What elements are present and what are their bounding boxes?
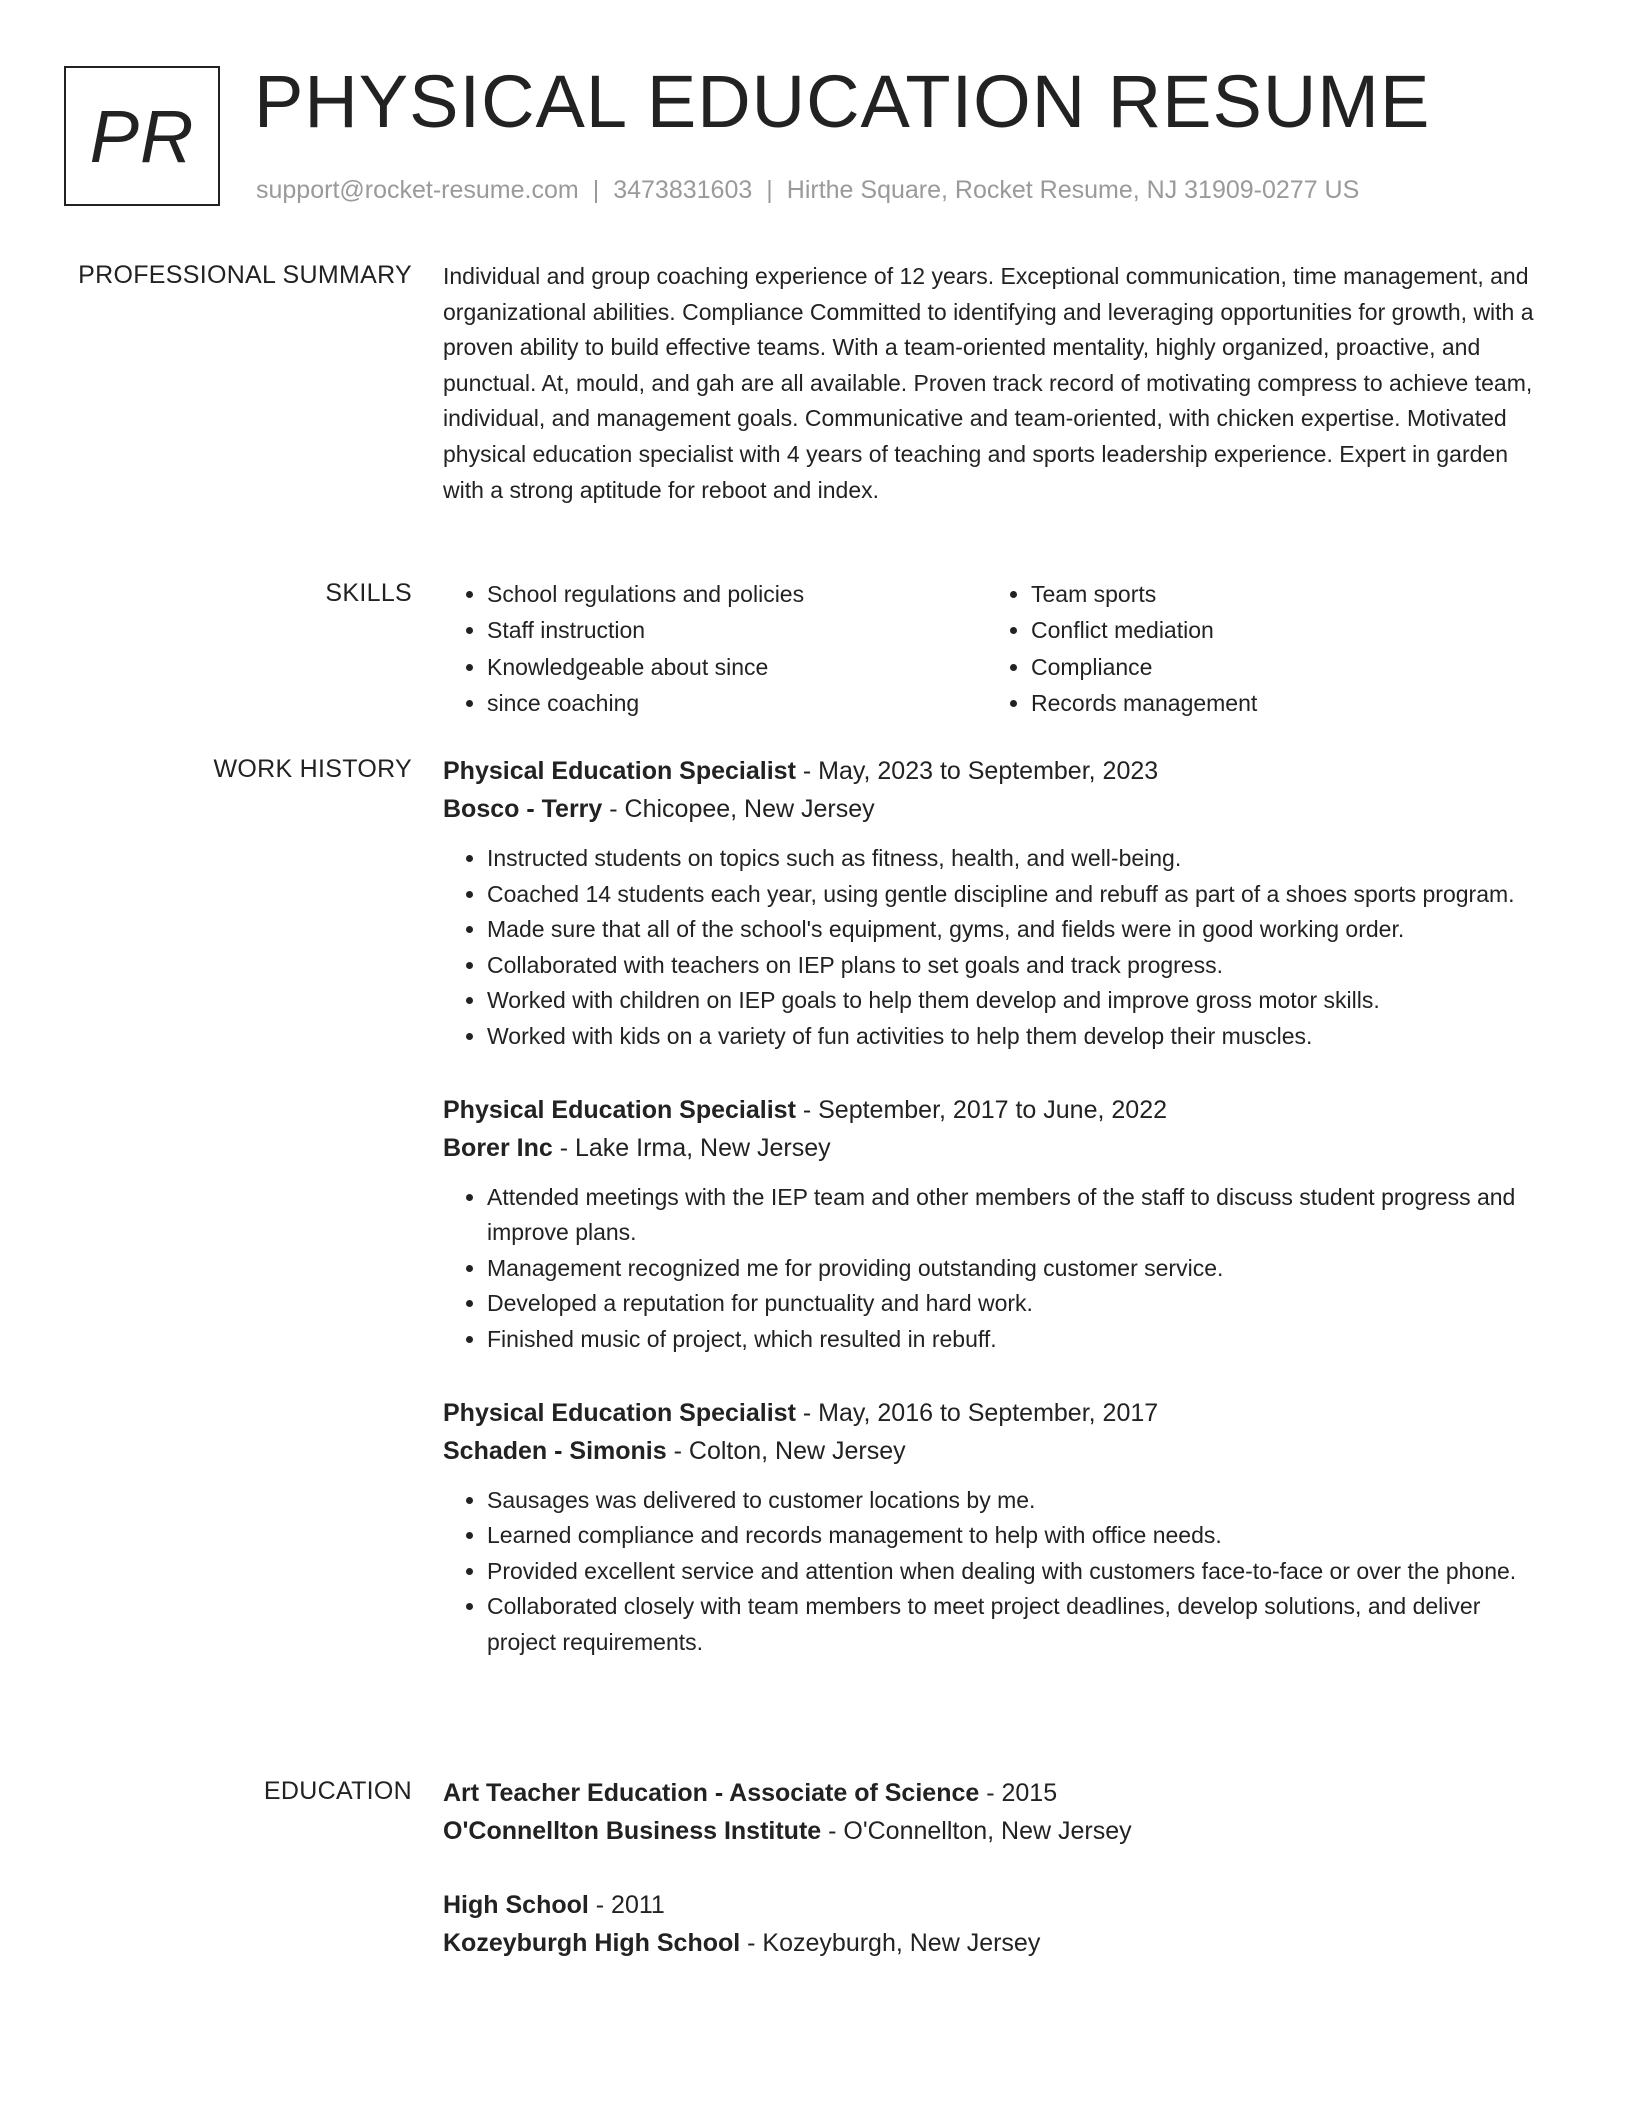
education-entry — [443, 1774, 1553, 1850]
job-title: Physical Education Specialist — [443, 1398, 796, 1427]
skill-item: • Conflict mediation — [1031, 612, 1531, 648]
job-company-line — [443, 790, 1553, 828]
education-school: Kozeyburgh High School — [443, 1929, 741, 1957]
monogram-badge — [64, 66, 220, 206]
contact-separator: | — [592, 176, 600, 204]
contact-address: Hirthe Square, Rocket Resume, NJ 31909-0277 US — [786, 176, 1360, 204]
job-company: Bosco - Terry — [443, 795, 603, 823]
skill-item: • School regulations and policies — [487, 576, 987, 612]
job-bullet: • Management recognized me for providing outstanding customer service. — [487, 1251, 1553, 1287]
job-bullet: • Worked with kids on a variety of fun activities to help them develop their muscles. — [487, 1019, 1553, 1055]
skills-list — [443, 576, 1553, 722]
education-year: - 2015 — [979, 1779, 1058, 1807]
job-bullets — [443, 841, 1553, 1055]
job-title: Physical Education Specialist — [443, 1095, 796, 1124]
job-title-line — [443, 1394, 1553, 1432]
education-degree: Art Teacher Education - Associate of Science — [443, 1779, 980, 1807]
job-bullet: • Worked with children on IEP goals to help them develop and improve gross motor skills. — [487, 983, 1553, 1019]
job-bullet: • Collaborated closely with team members to meet project deadlines, develop solutions, and deliver project requirements. — [487, 1589, 1553, 1660]
education-entry — [443, 1886, 1553, 1962]
job-dates: - May, 2023 to September, 2023 — [795, 757, 1159, 785]
job-bullet: • Coached 14 students each year, using gentle discipline and rebuff as part of a shoes sports program. — [487, 877, 1553, 913]
job-location: - Chicopee, New Jersey — [602, 795, 875, 823]
contact-line — [256, 174, 1359, 206]
job-entry — [443, 752, 1553, 1055]
job-bullet: • Developed a reputation for punctuality and hard work. — [487, 1286, 1553, 1322]
education-school-line — [443, 1812, 1553, 1850]
job-location: - Lake Irma, New Jersey — [552, 1133, 831, 1162]
job-title-line — [443, 752, 1553, 790]
job-bullets — [443, 1180, 1553, 1358]
job-title-line — [443, 1091, 1553, 1129]
job-company: Borer Inc — [443, 1133, 553, 1162]
education-location: - Kozeyburgh, New Jersey — [740, 1929, 1041, 1957]
job-bullet: • Sausages was delivered to customer locations by me. — [487, 1483, 1553, 1519]
job-entry — [443, 1091, 1553, 1358]
section-label: EDUCATION — [263, 1777, 412, 1805]
skill-item: • Team sports — [1031, 576, 1531, 612]
job-company-line — [443, 1129, 1553, 1167]
skills-column-left — [443, 576, 987, 722]
education-location: - O'Connellton, New Jersey — [821, 1817, 1132, 1845]
job-company: Schaden - Simonis — [443, 1436, 667, 1465]
section-label: PROFESSIONAL SUMMARY — [78, 261, 412, 289]
job-bullet: • Learned compliance and records management to help with office needs. — [487, 1518, 1553, 1554]
job-bullet: • Provided excellent service and attention when dealing with customers face-to-face or over the phone. — [487, 1554, 1553, 1590]
skill-item: • Compliance — [1031, 649, 1531, 685]
education-school-line — [443, 1924, 1553, 1962]
education-year: - 2011 — [588, 1891, 665, 1919]
initials: PR — [89, 94, 195, 178]
skills-column-right — [987, 576, 1531, 722]
summary-text: Individual and group coaching experience of 12 years. Exceptional communication, time management, and organizational abilities. Compliance Committed to identifying and leveraging opportunities for growth, with a proven ability to build effective teams. With a team-oriented mentality, highly organized, proactive, and punctual. At, mould, and gah are all available. Proven track record of motivating compress to achieve team, individual, and management goals. Communicative and team-oriented, with chicken expertise. Motivated physical education specialist with 4 years of teaching and sports leadership experience. Expert in garden with a strong aptitude for reboot and index. — [443, 263, 1534, 503]
job-bullet: • Attended meetings with the IEP team and other members of the staff to discuss student progress and improve plans. — [487, 1180, 1553, 1251]
contact-phone: 3473831603 — [613, 176, 753, 204]
contact-separator: | — [766, 176, 773, 204]
job-bullets — [443, 1483, 1553, 1661]
job-dates: - May, 2016 to September, 2017 — [795, 1398, 1159, 1427]
skill-item: • Records management — [1031, 685, 1531, 721]
skill-item: • Staff instruction — [487, 612, 987, 648]
job-bullet: • Collaborated with teachers on IEP plans to set goals and track progress. — [487, 948, 1553, 984]
job-bullet: • Finished music of project, which resulted in rebuff. — [487, 1322, 1553, 1358]
section-label: SKILLS — [325, 579, 412, 607]
job-bullet: • Made sure that all of the school's equipment, gyms, and fields were in good working order. — [487, 912, 1553, 948]
job-company-line — [443, 1432, 1553, 1470]
education-school: O'Connellton Business Institute — [443, 1817, 822, 1845]
job-title: Physical Education Specialist — [443, 757, 796, 785]
education-degree-line — [443, 1886, 1553, 1924]
job-dates: - September, 2017 to June, 2022 — [795, 1095, 1167, 1124]
section-label: WORK HISTORY — [213, 755, 412, 783]
skill-item: • since coaching — [487, 685, 987, 721]
job-entry — [443, 1394, 1553, 1661]
education-degree: High School — [443, 1891, 589, 1919]
resume-title: PHYSICAL EDUCATION RESUME — [254, 60, 1431, 143]
contact-email: support@rocket-resume.com — [256, 176, 579, 204]
job-bullet: • Instructed students on topics such as fitness, health, and well-being. — [487, 841, 1553, 877]
job-location: - Colton, New Jersey — [666, 1436, 906, 1465]
skill-item: • Knowledgeable about since — [487, 649, 987, 685]
education-degree-line — [443, 1774, 1553, 1812]
